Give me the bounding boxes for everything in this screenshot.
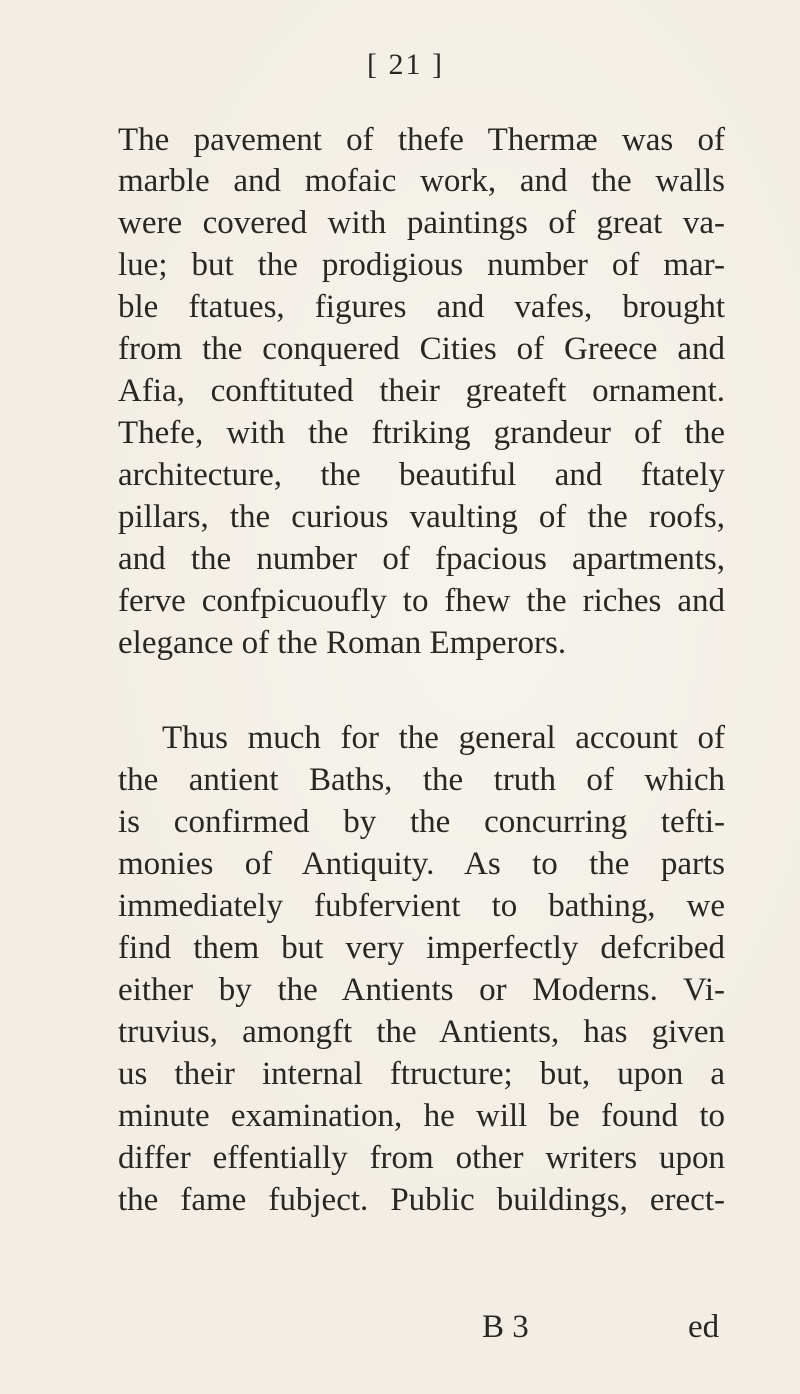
text-line: ferve confpicuoufly to fhew the riches and [118, 583, 725, 619]
text-line: the fame fubject. Public buildings, erect- [118, 1182, 725, 1218]
text-line: monies of Antiquity. As to the parts [118, 846, 725, 882]
catchword: ed [688, 1309, 720, 1345]
signature-mark: B 3 [482, 1309, 529, 1345]
text-line: Thus much for the general account of [162, 720, 725, 756]
text-line: from the conquered Cities of Greece and [118, 331, 725, 367]
text-line: The pavement of thefe Thermæ was of [118, 122, 725, 158]
text-line: either by the Antients or Moderns. Vi- [118, 972, 725, 1008]
text-line: differ effentially from other writers upon [118, 1140, 725, 1176]
text-line: elegance of the Roman Emperors. [118, 625, 567, 661]
text-line: and the number of fpacious apartments, [118, 541, 725, 577]
text-line: us their internal ftructure; but, upon a [118, 1056, 725, 1092]
text-line: the antient Baths, the truth of which [118, 762, 725, 798]
text-line: Afia, conftituted their greateft ornament. [118, 373, 725, 409]
text-line: immediately fubfervient to bathing, we [118, 888, 725, 924]
text-line: architecture, the beautiful and ftately [118, 457, 725, 493]
text-line: minute examination, he will be found to [118, 1098, 725, 1134]
page-number: [ 21 ] [367, 48, 444, 81]
text-line: were covered with paintings of great va- [118, 205, 725, 241]
text-line: find them but very imperfectly defcribed [118, 930, 725, 966]
text-line: is confirmed by the concurring tefti- [118, 804, 725, 840]
text-line: marble and mofaic work, and the walls [118, 163, 725, 199]
text-line: ble ftatues, figures and vafes, brought [118, 289, 725, 325]
text-line: truvius, amongft the Antients, has given [118, 1014, 725, 1050]
text-line: lue; but the prodigious number of mar- [118, 247, 725, 283]
text-line: Thefe, with the ftriking grandeur of the [118, 415, 725, 451]
text-line: pillars, the curious vaulting of the roofs, [118, 499, 725, 535]
